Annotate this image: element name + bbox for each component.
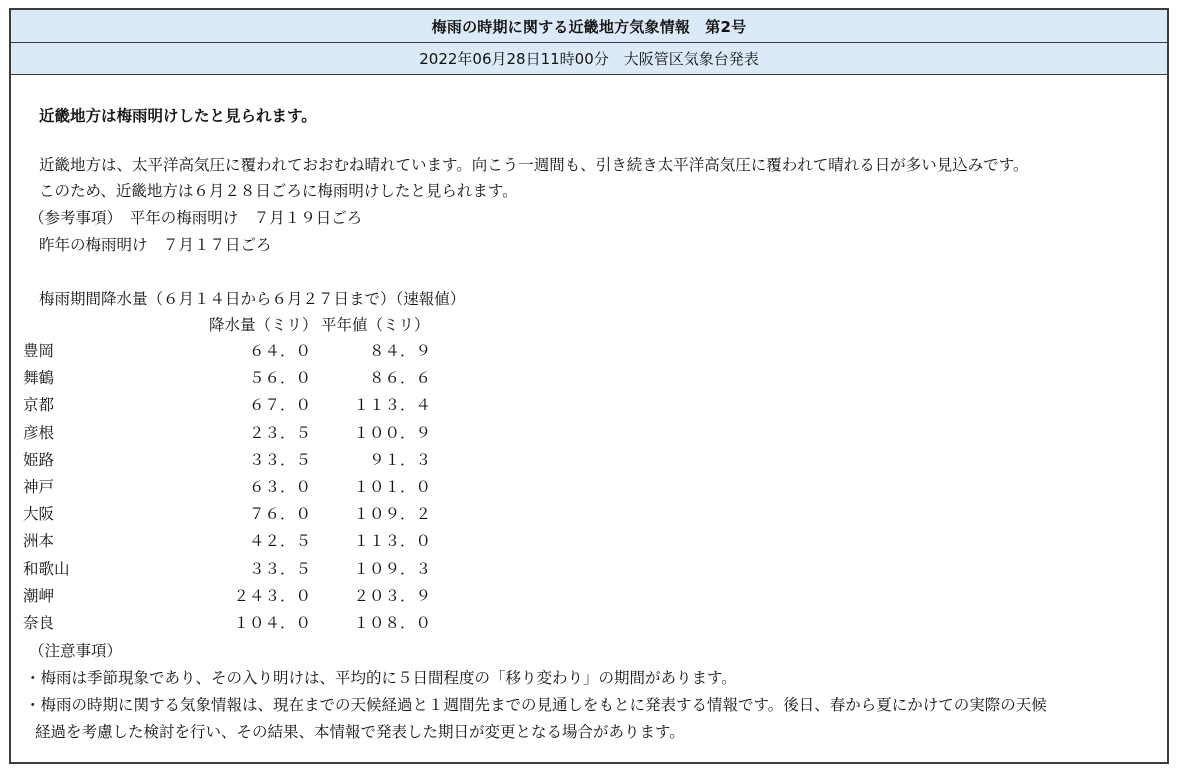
rainfall-normal: ２０３．９ <box>353 587 431 605</box>
rainfall-title: 梅雨期間降水量（６月１４日から６月２７日まで）（速報値） <box>39 290 466 308</box>
station-name: 和歌山 <box>23 560 70 578</box>
rainfall-amount: ７６．０ <box>248 505 311 523</box>
station-name: 神戸 <box>23 478 55 496</box>
reference-last-year: 昨年の梅雨明け ７月１７日ごろ <box>39 236 272 254</box>
reference-normal-end: （参考事項） 平年の梅雨明け ７月１９日ごろ <box>29 209 363 227</box>
rainfall-amount: ６４．０ <box>248 342 311 360</box>
station-name: 姫路 <box>23 451 55 469</box>
rainfall-amount: １０４．０ <box>233 614 311 632</box>
station-name: 豊岡 <box>23 342 55 360</box>
rainfall-amount: ５６．０ <box>248 369 311 387</box>
notes-heading: （注意事項） <box>29 642 123 660</box>
bulletin-body <box>11 75 1167 761</box>
summary-paragraph-2: このため、近畿地方は６月２８日ごろに梅雨明けしたと見られます。 <box>39 182 518 200</box>
station-name: 潮岬 <box>23 587 55 605</box>
bulletin-frame <box>9 8 1169 764</box>
rainfall-normal: １００．９ <box>353 424 431 442</box>
rainfall-normal: １０９．２ <box>353 505 431 523</box>
headline: 近畿地方は梅雨明けしたと見られます。 <box>39 107 317 125</box>
rainfall-normal: １０１．０ <box>353 478 431 496</box>
rainfall-amount: ３３．５ <box>248 451 311 469</box>
rainfall-amount: ２３．５ <box>248 424 311 442</box>
rainfall-normal: ８４．９ <box>368 342 431 360</box>
station-name: 京都 <box>23 396 55 414</box>
station-name: 舞鶴 <box>23 369 55 387</box>
rainfall-normal: １０９．３ <box>353 560 431 578</box>
note-2-line-2: 経過を考慮した検討を行い、その結果、本情報で発表した期日が変更となる場合があります。 <box>35 723 685 741</box>
station-name: 彦根 <box>23 424 55 442</box>
station-name: 奈良 <box>23 614 55 632</box>
note-2-line-1: ・梅雨の時期に関する気象情報は、現在までの天候経過と１週間先までの見通しをもとに発表する情報です。後日、春から夏にかけての実際の天候 <box>25 696 1047 714</box>
note-1: ・梅雨は季節現象であり、その入り明けは、平均的に５日間程度の「移り変わり」の期間があります。 <box>25 669 737 687</box>
rainfall-amount: ６３．０ <box>248 478 311 496</box>
column-header-amount: 降水量（ミリ） <box>209 316 318 334</box>
rainfall-amount: ２４３．０ <box>233 587 311 605</box>
station-name: 大阪 <box>23 505 55 523</box>
column-header-normal: 平年値（ミリ） <box>321 316 430 334</box>
rainfall-normal: ８６．６ <box>368 369 431 387</box>
rainfall-normal: １１３．０ <box>353 532 431 550</box>
summary-paragraph-1: 近畿地方は、太平洋高気圧に覆われておおむね晴れています。向こう一週間も、引き続き太平洋高気圧に覆われて晴れる日が多い見込みです。 <box>39 156 1029 174</box>
rainfall-normal: １１３．４ <box>353 396 431 414</box>
issued-datetime: 2022年06月28日11時00分 大阪管区気象台発表 <box>11 43 1167 75</box>
rainfall-amount: ４２．５ <box>248 532 311 550</box>
rainfall-normal: １０８．０ <box>353 614 431 632</box>
bulletin-title: 梅雨の時期に関する近畿地方気象情報 第2号 <box>11 10 1167 43</box>
rainfall-amount: ３３．５ <box>248 560 311 578</box>
rainfall-normal: ９１．３ <box>368 451 431 469</box>
station-name: 洲本 <box>23 532 55 550</box>
rainfall-amount: ６７．０ <box>248 396 311 414</box>
